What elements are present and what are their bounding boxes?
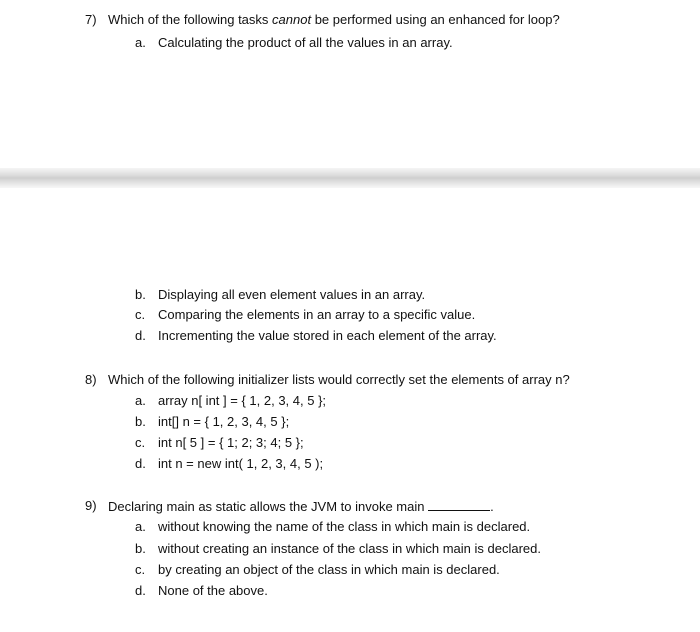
option-text: None of the above.	[158, 583, 268, 598]
option-letter: b.	[135, 541, 146, 556]
option-text: Calculating the product of all the values in an array.	[158, 35, 453, 50]
question-text-part: Declaring main as static allows the JVM to invoke main	[108, 499, 425, 514]
option-text: int n[ 5 ] = { 1; 2; 3; 4; 5 };	[158, 435, 304, 450]
option-letter: d.	[135, 456, 146, 471]
question-text-emphasis: cannot	[272, 12, 312, 27]
option-text: Incrementing the value stored in each element of the array.	[158, 328, 497, 343]
option-letter: a.	[135, 393, 146, 408]
option-letter: c.	[135, 435, 146, 450]
question-number: 7)	[85, 12, 97, 27]
question-text-part: Which of the following tasks	[108, 12, 273, 27]
option-letter: c.	[135, 307, 146, 322]
option-letter: d.	[135, 328, 146, 343]
option-text: array n[ int ] = { 1, 2, 3, 4, 5 };	[158, 393, 327, 408]
option-letter: c.	[135, 562, 146, 577]
option-letter: a.	[135, 519, 146, 534]
option-text: int[] n = { 1, 2, 3, 4, 5 };	[158, 414, 290, 429]
answer-blank	[428, 498, 490, 511]
question-text	[108, 498, 494, 515]
option-text: Displaying all even element values in an array.	[158, 287, 426, 302]
option-text: int n = new int( 1, 2, 3, 4, 5 );	[158, 456, 324, 471]
question-text	[108, 12, 560, 28]
option-text: without knowing the name of the class in which main is declared.	[158, 519, 531, 534]
option-text: Comparing the elements in an array to a specific value.	[158, 307, 476, 322]
option-letter: d.	[135, 583, 146, 598]
option-letter: b.	[135, 414, 146, 429]
question-number: 9)	[85, 498, 97, 513]
option-letter: b.	[135, 287, 146, 302]
option-text: by creating an object of the class in which main is declared.	[158, 562, 500, 577]
question-text-part: be performed using an enhanced for loop?	[311, 12, 560, 27]
option-text: without creating an instance of the class in which main is declared.	[158, 541, 541, 556]
question-number: 8)	[85, 372, 97, 387]
question-text: Which of the following initializer lists would correctly set the elements of array n?	[108, 372, 570, 387]
page-divider	[0, 168, 700, 188]
question-text-part: .	[490, 499, 494, 514]
option-letter: a.	[135, 35, 146, 50]
